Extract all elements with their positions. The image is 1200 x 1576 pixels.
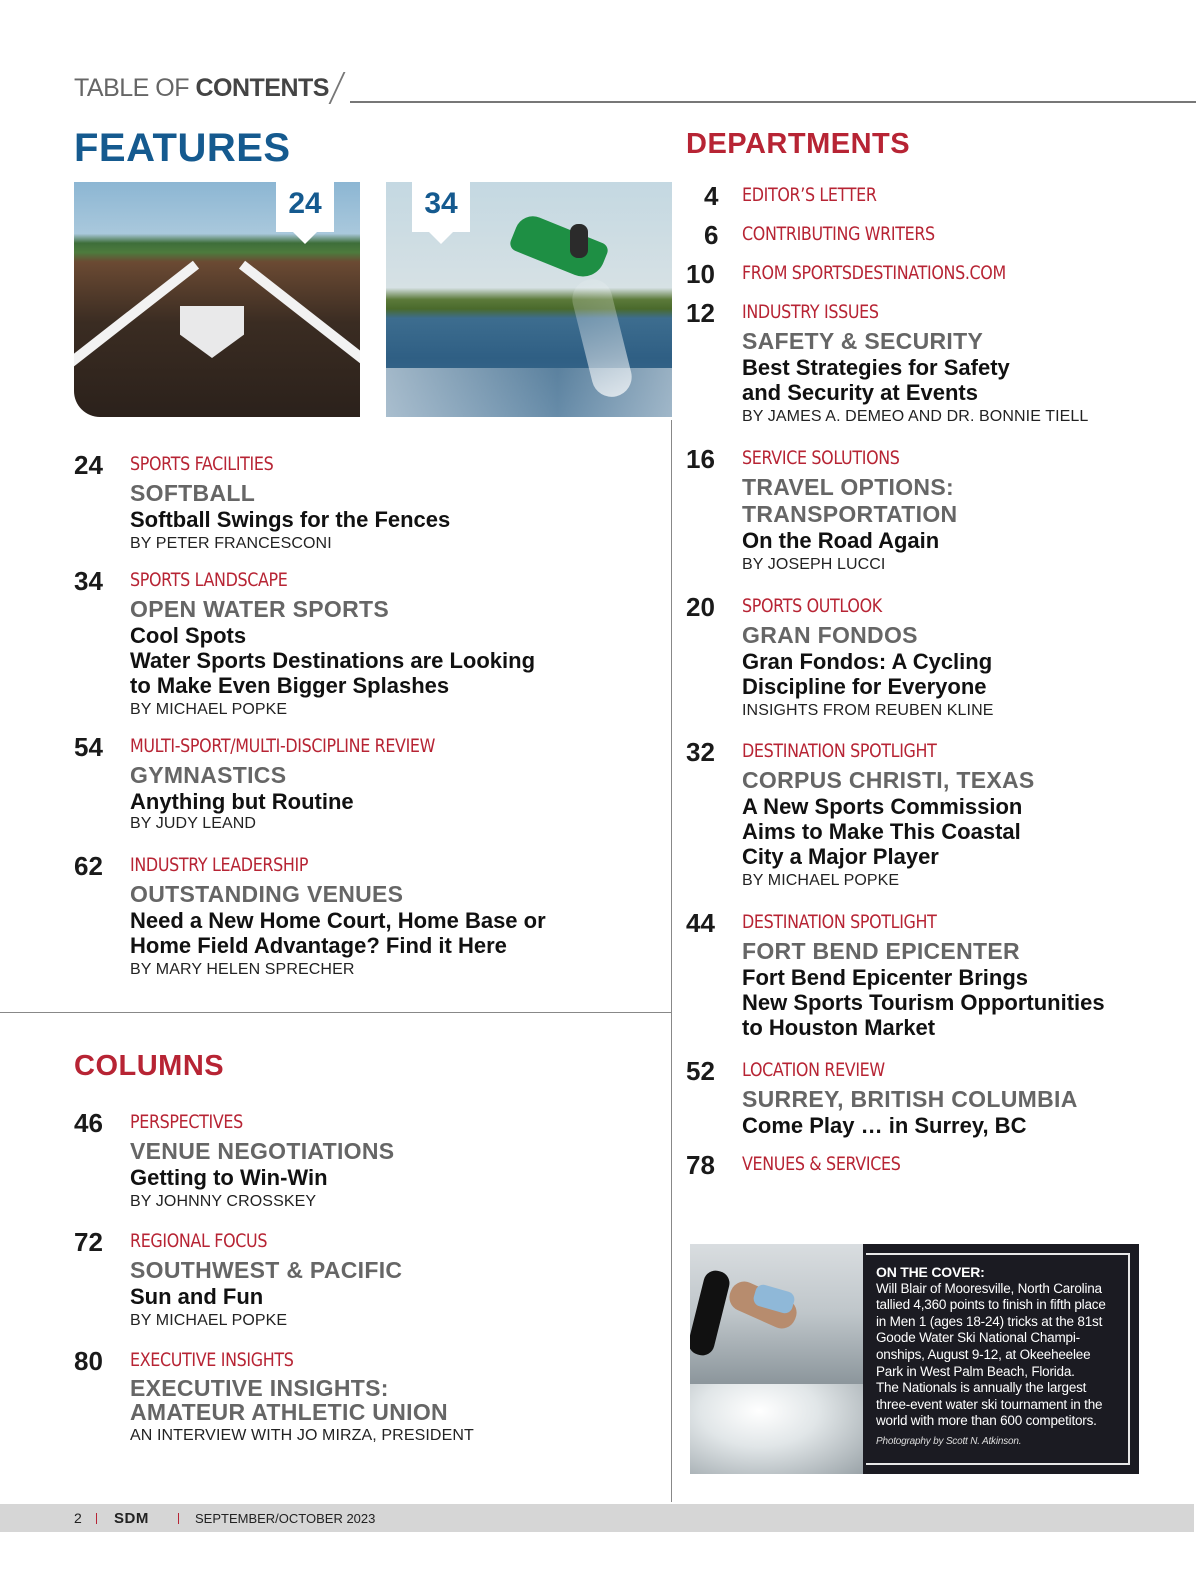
page-number: 44: [686, 908, 715, 938]
page-number: 4: [704, 181, 719, 211]
header-rule: [350, 101, 1196, 103]
wakeboard: [690, 1268, 732, 1358]
category: DESTINATION SPOTLIGHT: [742, 912, 937, 933]
headline: TRAVEL OPTIONS:: [742, 474, 954, 500]
page-number: 46: [74, 1108, 103, 1138]
footer-issue: SEPTEMBER/OCTOBER 2023: [195, 1511, 376, 1526]
columns-title: COLUMNS: [74, 1050, 225, 1082]
byline: BY MICHAEL POPKE: [130, 1312, 288, 1329]
dek: Sun and Fun: [130, 1284, 264, 1309]
dek: Water Sports Destinations are Looking: [130, 648, 536, 673]
cover-line: Goode Water Ski National Champi-: [876, 1330, 1080, 1346]
home-plate: [180, 306, 244, 358]
dek: Getting to Win-Win: [130, 1165, 328, 1190]
category: DESTINATION SPOTLIGHT: [742, 741, 937, 762]
footer-separator: [178, 1513, 179, 1524]
cover-line: world with more than 600 competitors.: [876, 1413, 1097, 1429]
byline: BY MARY HELEN SPRECHER: [130, 961, 355, 978]
page-footer: [0, 1504, 1194, 1532]
water-splash: [690, 1384, 863, 1474]
features-title: FEATURES: [74, 126, 291, 170]
headline: GRAN FONDOS: [742, 622, 918, 648]
byline: AN INTERVIEW WITH JO MIRZA, PRESIDENT: [130, 1427, 474, 1444]
category: REGIONAL FOCUS: [130, 1231, 268, 1252]
category: INDUSTRY ISSUES: [742, 302, 879, 323]
page-number: 34: [74, 566, 103, 596]
column-divider: [671, 420, 672, 1502]
category: LOCATION REVIEW: [742, 1060, 885, 1081]
dek: Softball Swings for the Fences: [130, 507, 451, 532]
headline: FORT BEND EPICENTER: [742, 938, 1020, 964]
cover-label: ON THE COVER:: [876, 1264, 985, 1280]
headline: SURREY, BRITISH COLUMBIA: [742, 1086, 1078, 1112]
category: PERSPECTIVES: [130, 1112, 243, 1133]
category: EXECUTIVE INSIGHTS: [130, 1350, 294, 1371]
cover-info-box: [690, 1244, 1139, 1474]
rider: [570, 224, 588, 258]
cover-line: in Men 1 (ages 18-24) tricks at the 81st: [876, 1313, 1103, 1329]
headline: VENUE NEGOTIATIONS: [130, 1138, 395, 1164]
cover-line: The Nationals is annually the largest: [876, 1380, 1087, 1396]
headline: AMATEUR ATHLETIC UNION: [130, 1399, 448, 1425]
headline: SOUTHWEST & PACIFIC: [130, 1257, 403, 1283]
page-number: 10: [686, 259, 715, 289]
foul-line-right: [239, 261, 360, 374]
cover-line: Park in West Palm Beach, Florida.: [876, 1363, 1075, 1379]
page-number: 52: [686, 1056, 715, 1086]
headline: SOFTBALL: [130, 480, 256, 506]
category: CONTRIBUTING WRITERS: [742, 224, 935, 245]
dek: Fort Bend Epicenter Brings: [742, 965, 1029, 990]
footer-separator: [96, 1513, 97, 1524]
dek: On the Road Again: [742, 528, 940, 553]
byline: INSIGHTS FROM REUBEN KLINE: [742, 702, 994, 719]
water-ski-cover-photo[interactable]: [690, 1244, 863, 1474]
byline: BY JUDY LEAND: [130, 815, 257, 832]
byline: BY PETER FRANCESCONI: [130, 535, 332, 552]
dek: Discipline for Everyone: [742, 674, 987, 699]
toc-label: TABLE OF CONTENTS: [74, 74, 329, 102]
headline: GYMNASTICS: [130, 762, 287, 788]
page-number: 54: [74, 732, 103, 762]
dek: Gran Fondos: A Cycling: [742, 649, 993, 674]
category: FROM SPORTSDESTINATIONS.COM: [742, 263, 1006, 284]
category: SPORTS FACILITIES: [130, 454, 274, 475]
dek: to Houston Market: [742, 1015, 936, 1040]
headline: CORPUS CHRISTI, TEXAS: [742, 767, 1035, 793]
header-slash: [329, 72, 346, 104]
dek: Come Play … in Surrey, BC: [742, 1113, 1027, 1138]
page-number: 72: [74, 1227, 103, 1257]
toc-header: [74, 72, 1196, 104]
jet-ski: [508, 211, 610, 283]
photo-badge-34: 34: [412, 182, 470, 232]
cover-line: onships, August 9-12, at Okeeheelee: [876, 1346, 1091, 1362]
byline: BY MICHAEL POPKE: [742, 872, 900, 889]
headline: EXECUTIVE INSIGHTS:: [130, 1375, 389, 1401]
page-number: 20: [686, 592, 715, 622]
footer-brand: SDM: [114, 1510, 149, 1527]
byline: BY MICHAEL POPKE: [130, 701, 288, 718]
cover-line: three-event water ski tournament in the: [876, 1396, 1103, 1412]
page-number: 24: [74, 450, 103, 480]
category: EDITOR’S LETTER: [742, 185, 877, 206]
page-number: 16: [686, 444, 715, 474]
page-number: 6: [704, 220, 719, 250]
dek: Need a New Home Court, Home Base or: [130, 908, 546, 933]
byline: BY JOSEPH LUCCI: [742, 556, 886, 573]
footer-page-number: 2: [74, 1510, 82, 1526]
category: SPORTS LANDSCAPE: [130, 570, 288, 591]
softball-field-photo[interactable]: [74, 182, 360, 417]
dek: Anything but Routine: [130, 789, 354, 814]
dek: City a Major Player: [742, 844, 939, 869]
cover-caption: [876, 1264, 1126, 1451]
category: MULTI-SPORT/MULTI-DISCIPLINE REVIEW: [130, 736, 436, 757]
headline: SAFETY & SECURITY: [742, 328, 984, 354]
category: INDUSTRY LEADERSHIP: [130, 855, 309, 876]
cover-line: tallied 4,360 points to finish in fifth place: [876, 1297, 1106, 1313]
photo-badge-24: 24: [276, 182, 334, 232]
dek: New Sports Tourism Opportunities: [742, 990, 1105, 1015]
dek: A New Sports Commission: [742, 794, 1023, 819]
category: SERVICE SOLUTIONS: [742, 448, 900, 469]
departments-title: DEPARTMENTS: [686, 128, 911, 160]
dek: Aims to Make This Coastal: [742, 819, 1021, 844]
page-number: 78: [686, 1150, 715, 1180]
jet-ski-photo[interactable]: [386, 182, 672, 417]
headline: OPEN WATER SPORTS: [130, 596, 389, 622]
section-divider: [0, 1012, 672, 1013]
water-wake: [386, 368, 672, 417]
headline: TRANSPORTATION: [742, 501, 958, 527]
category: SPORTS OUTLOOK: [742, 596, 882, 617]
dek: Cool Spots: [130, 623, 247, 648]
page-number: 80: [74, 1346, 103, 1376]
photo-credit: Photography by Scott N. Atkinson.: [876, 1435, 1022, 1447]
page-number: 62: [74, 851, 103, 881]
dek: to Make Even Bigger Splashes: [130, 673, 450, 698]
page-number: 32: [686, 737, 715, 767]
byline: BY JAMES A. DEMEO AND DR. BONNIE TIELL: [742, 408, 1089, 425]
byline: BY JOHNNY CROSSKEY: [130, 1193, 317, 1210]
headline: OUTSTANDING VENUES: [130, 881, 404, 907]
cover-line: Will Blair of Mooresville, North Carolina: [876, 1280, 1102, 1296]
page-number: 12: [686, 298, 715, 328]
dek: and Security at Events: [742, 380, 978, 405]
category: VENUES & SERVICES: [742, 1154, 901, 1175]
dek: Best Strategies for Safety: [742, 355, 1010, 380]
dek: Home Field Advantage? Find it Here: [130, 933, 507, 958]
